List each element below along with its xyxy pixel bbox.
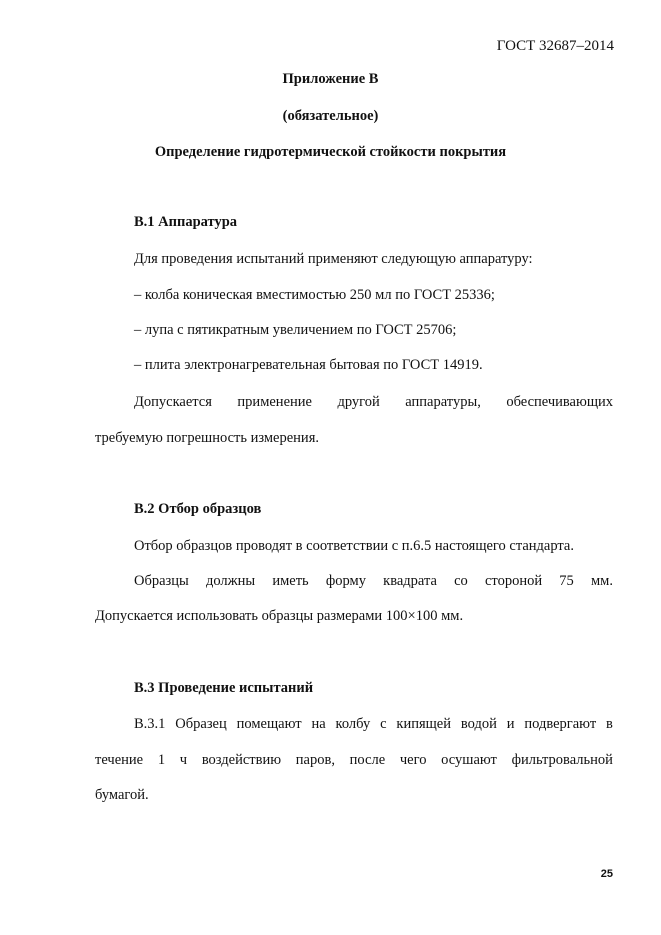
section-2-paragraph-2-line-1 xyxy=(134,573,613,590)
word: стороной xyxy=(485,573,543,589)
word: мм. xyxy=(590,573,613,589)
word: воздействию xyxy=(201,752,282,768)
word: В.3.1 xyxy=(134,716,166,732)
word: аппаратуры, xyxy=(405,394,481,410)
section-2-paragraph-1: Отбор образцов проводят в соответствии с п.6.5 настоящего стандарта. xyxy=(134,538,574,554)
word: фильтровальной xyxy=(511,752,613,768)
section-1-heading: В.1 Аппаратура xyxy=(134,214,238,230)
word: ч xyxy=(179,752,188,768)
word: чего xyxy=(399,752,427,768)
section-3-paragraph-1-line-1 xyxy=(134,716,613,733)
word: применение xyxy=(237,394,312,410)
word: с xyxy=(380,716,387,732)
word: Допускается xyxy=(134,394,212,410)
word: в xyxy=(606,716,613,732)
section-2-heading: В.2 Отбор образцов xyxy=(134,501,262,517)
page-number: 25 xyxy=(600,868,613,880)
word: 1 xyxy=(157,752,166,768)
word: Образец xyxy=(175,716,227,732)
word: другой xyxy=(337,394,380,410)
appendix-title: Приложение В xyxy=(282,71,379,87)
section-3-heading: В.3 Проведение испытаний xyxy=(134,680,314,696)
section-2-paragraph-2-line-2: Допускается использовать образцы размерами 100×100 мм. xyxy=(95,608,464,624)
word: обеспечивающих xyxy=(506,394,613,410)
word: после xyxy=(349,752,386,768)
standard-designation: ГОСТ 32687–2014 xyxy=(496,38,614,54)
word: помещают xyxy=(236,716,302,732)
word: Образцы xyxy=(134,573,189,589)
appendix-subject: Определение гидротермической стойкости покрытия xyxy=(154,144,507,160)
word: 75 xyxy=(559,573,574,589)
word: должны xyxy=(205,573,256,589)
word: на xyxy=(311,716,326,732)
equipment-item-1: – колба коническая вместимостью 250 мл по ГОСТ 25336; xyxy=(134,287,495,303)
word: и xyxy=(506,716,515,732)
section-1-paragraph-2-line-1 xyxy=(134,394,613,411)
word: подвергают xyxy=(524,716,597,732)
appendix-status: (обязательное) xyxy=(282,108,379,124)
word: осушают xyxy=(441,752,497,768)
equipment-item-2: – лупа с пятикратным увеличением по ГОСТ 25706; xyxy=(134,322,457,338)
word: со xyxy=(454,573,468,589)
word: водой xyxy=(460,716,497,732)
word: иметь xyxy=(272,573,309,589)
equipment-item-3: – плита электронагревательная бытовая по ГОСТ 14919. xyxy=(134,357,483,373)
section-1-intro: Для проведения испытаний применяют следующую аппаратуру: xyxy=(134,251,533,267)
section-3-paragraph-1-line-3: бумагой. xyxy=(95,787,149,803)
word: паров, xyxy=(295,752,335,768)
word: форму xyxy=(325,573,366,589)
section-3-paragraph-1-line-2 xyxy=(95,752,613,769)
word: кипящей xyxy=(396,716,452,732)
word: колбу xyxy=(335,716,371,732)
word: квадрата xyxy=(383,573,437,589)
word: течение xyxy=(95,752,144,768)
section-1-paragraph-2-line-2: требуемую погрешность измерения. xyxy=(95,430,319,446)
